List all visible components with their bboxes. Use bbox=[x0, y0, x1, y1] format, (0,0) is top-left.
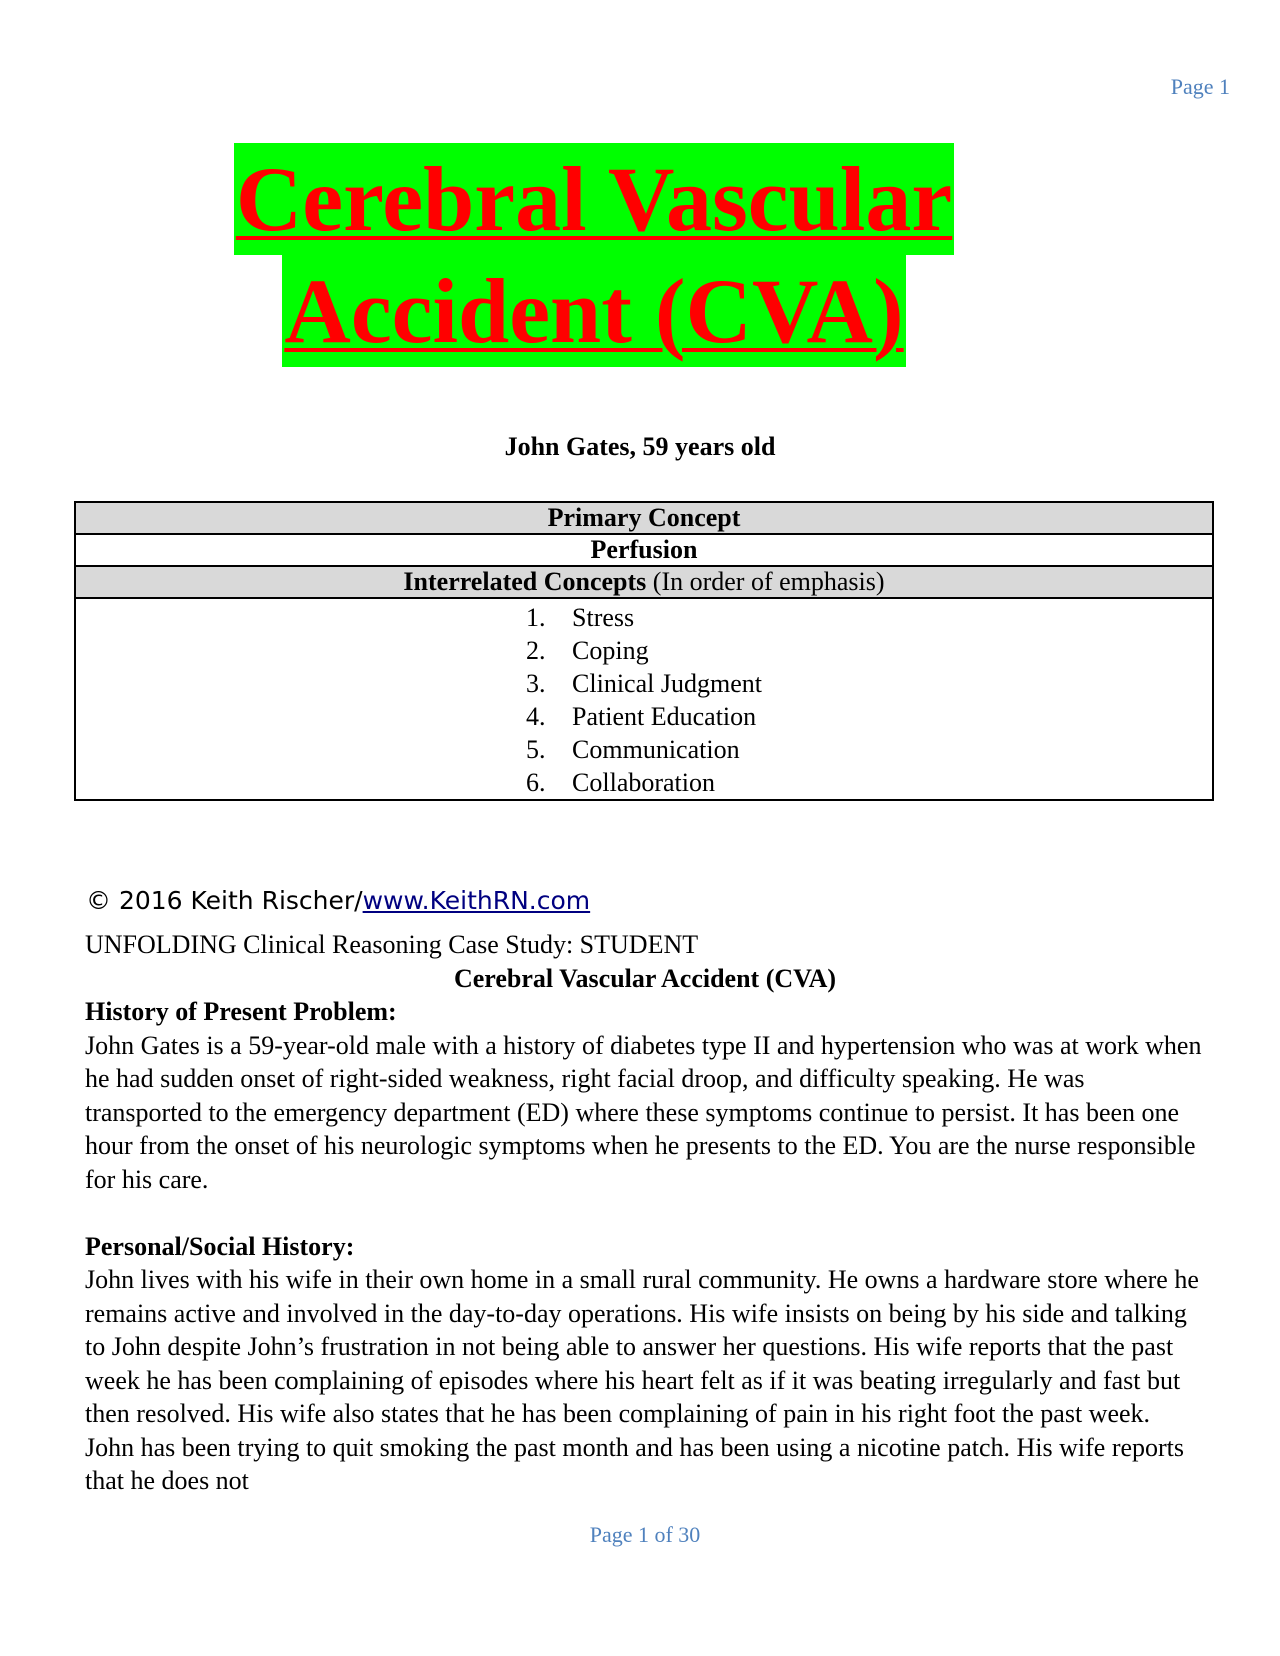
interrelated-concepts-cell bbox=[75, 598, 1213, 800]
title-line-1: Cerebral Vascular bbox=[234, 143, 954, 255]
primary-concept-value: Perfusion bbox=[75, 534, 1213, 566]
case-study-body bbox=[85, 928, 1205, 1498]
list-item bbox=[526, 634, 762, 667]
concepts-table bbox=[74, 501, 1214, 801]
list-item-label: Coping bbox=[572, 636, 649, 665]
list-item-number: 3. bbox=[526, 669, 546, 698]
list-item-number: 4. bbox=[526, 702, 546, 731]
list-item-number: 1. bbox=[526, 603, 546, 632]
patient-subject: John Gates, 59 years old bbox=[504, 432, 776, 461]
keithrn-link[interactable]: www.KeithRN.com bbox=[362, 886, 591, 915]
list-item-number: 6. bbox=[526, 768, 546, 797]
list-item bbox=[526, 766, 762, 799]
list-item-label: Patient Education bbox=[572, 702, 757, 731]
paragraph-spacer bbox=[85, 1196, 1205, 1230]
interrelated-concepts-header bbox=[75, 566, 1213, 598]
history-heading: History of Present Problem: bbox=[85, 997, 397, 1026]
case-study-subtitle: UNFOLDING Clinical Reasoning Case Study: STUDENT bbox=[85, 930, 699, 959]
copyright-line bbox=[86, 886, 590, 915]
page-number-header: Page 1 bbox=[1170, 74, 1230, 99]
copyright-text: © 2016 Keith Rischer/ bbox=[86, 886, 363, 915]
list-item-label: Collaboration bbox=[572, 768, 716, 797]
interrelated-header-bold: Interrelated Concepts bbox=[403, 567, 647, 596]
history-paragraph: John Gates is a 59-year-old male with a history of diabetes type II and hypertension who was at work when he had sudden onset of right-sided weakness, right facial droop, and difficulty speaking. He was transported to the emergency department (ED) where these symptoms continue to persist. It has been one hour from the onset of his neurologic symptoms when he presents to the ED. You are the nurse responsible for his care. bbox=[85, 1030, 1202, 1194]
interrelated-concepts-list bbox=[526, 601, 762, 799]
list-item-label: Stress bbox=[572, 603, 635, 632]
title-line-2: Accident (CVA) bbox=[282, 255, 905, 367]
social-history-heading: Personal/Social History: bbox=[85, 1231, 355, 1261]
social-history-paragraph: John lives with his wife in their own home in a small rural community. He owns a hardware store where he remains active and involved in the day-to-day operations. His wife insists on being by his side and talking to John despite John’s frustration in not being able to answer her questions. His wife reports that the past week he has been complaining of episodes where his heart felt as if it was beating irregularly and fast but then resolved. His wife also states that he has been complaining of pain in his right foot the past week. John has been trying to quit smoking the past month and has been using a nicotine patch. His wife reports that he does not bbox=[85, 1265, 1199, 1495]
list-item-label: Communication bbox=[572, 735, 740, 764]
case-study-title: Cerebral Vascular Accident (CVA) bbox=[453, 963, 837, 993]
list-item bbox=[526, 601, 762, 634]
document-title bbox=[0, 143, 1188, 367]
list-item bbox=[526, 667, 762, 700]
page-number-footer: Page 1 of 30 bbox=[589, 1522, 701, 1547]
list-item-label: Clinical Judgment bbox=[572, 669, 762, 698]
list-item bbox=[526, 733, 762, 766]
list-item-number: 5. bbox=[526, 735, 546, 764]
list-item bbox=[526, 700, 762, 733]
list-item-number: 2. bbox=[526, 636, 546, 665]
primary-concept-header: Primary Concept bbox=[75, 502, 1213, 534]
interrelated-header-note: (In order of emphasis) bbox=[646, 567, 885, 596]
